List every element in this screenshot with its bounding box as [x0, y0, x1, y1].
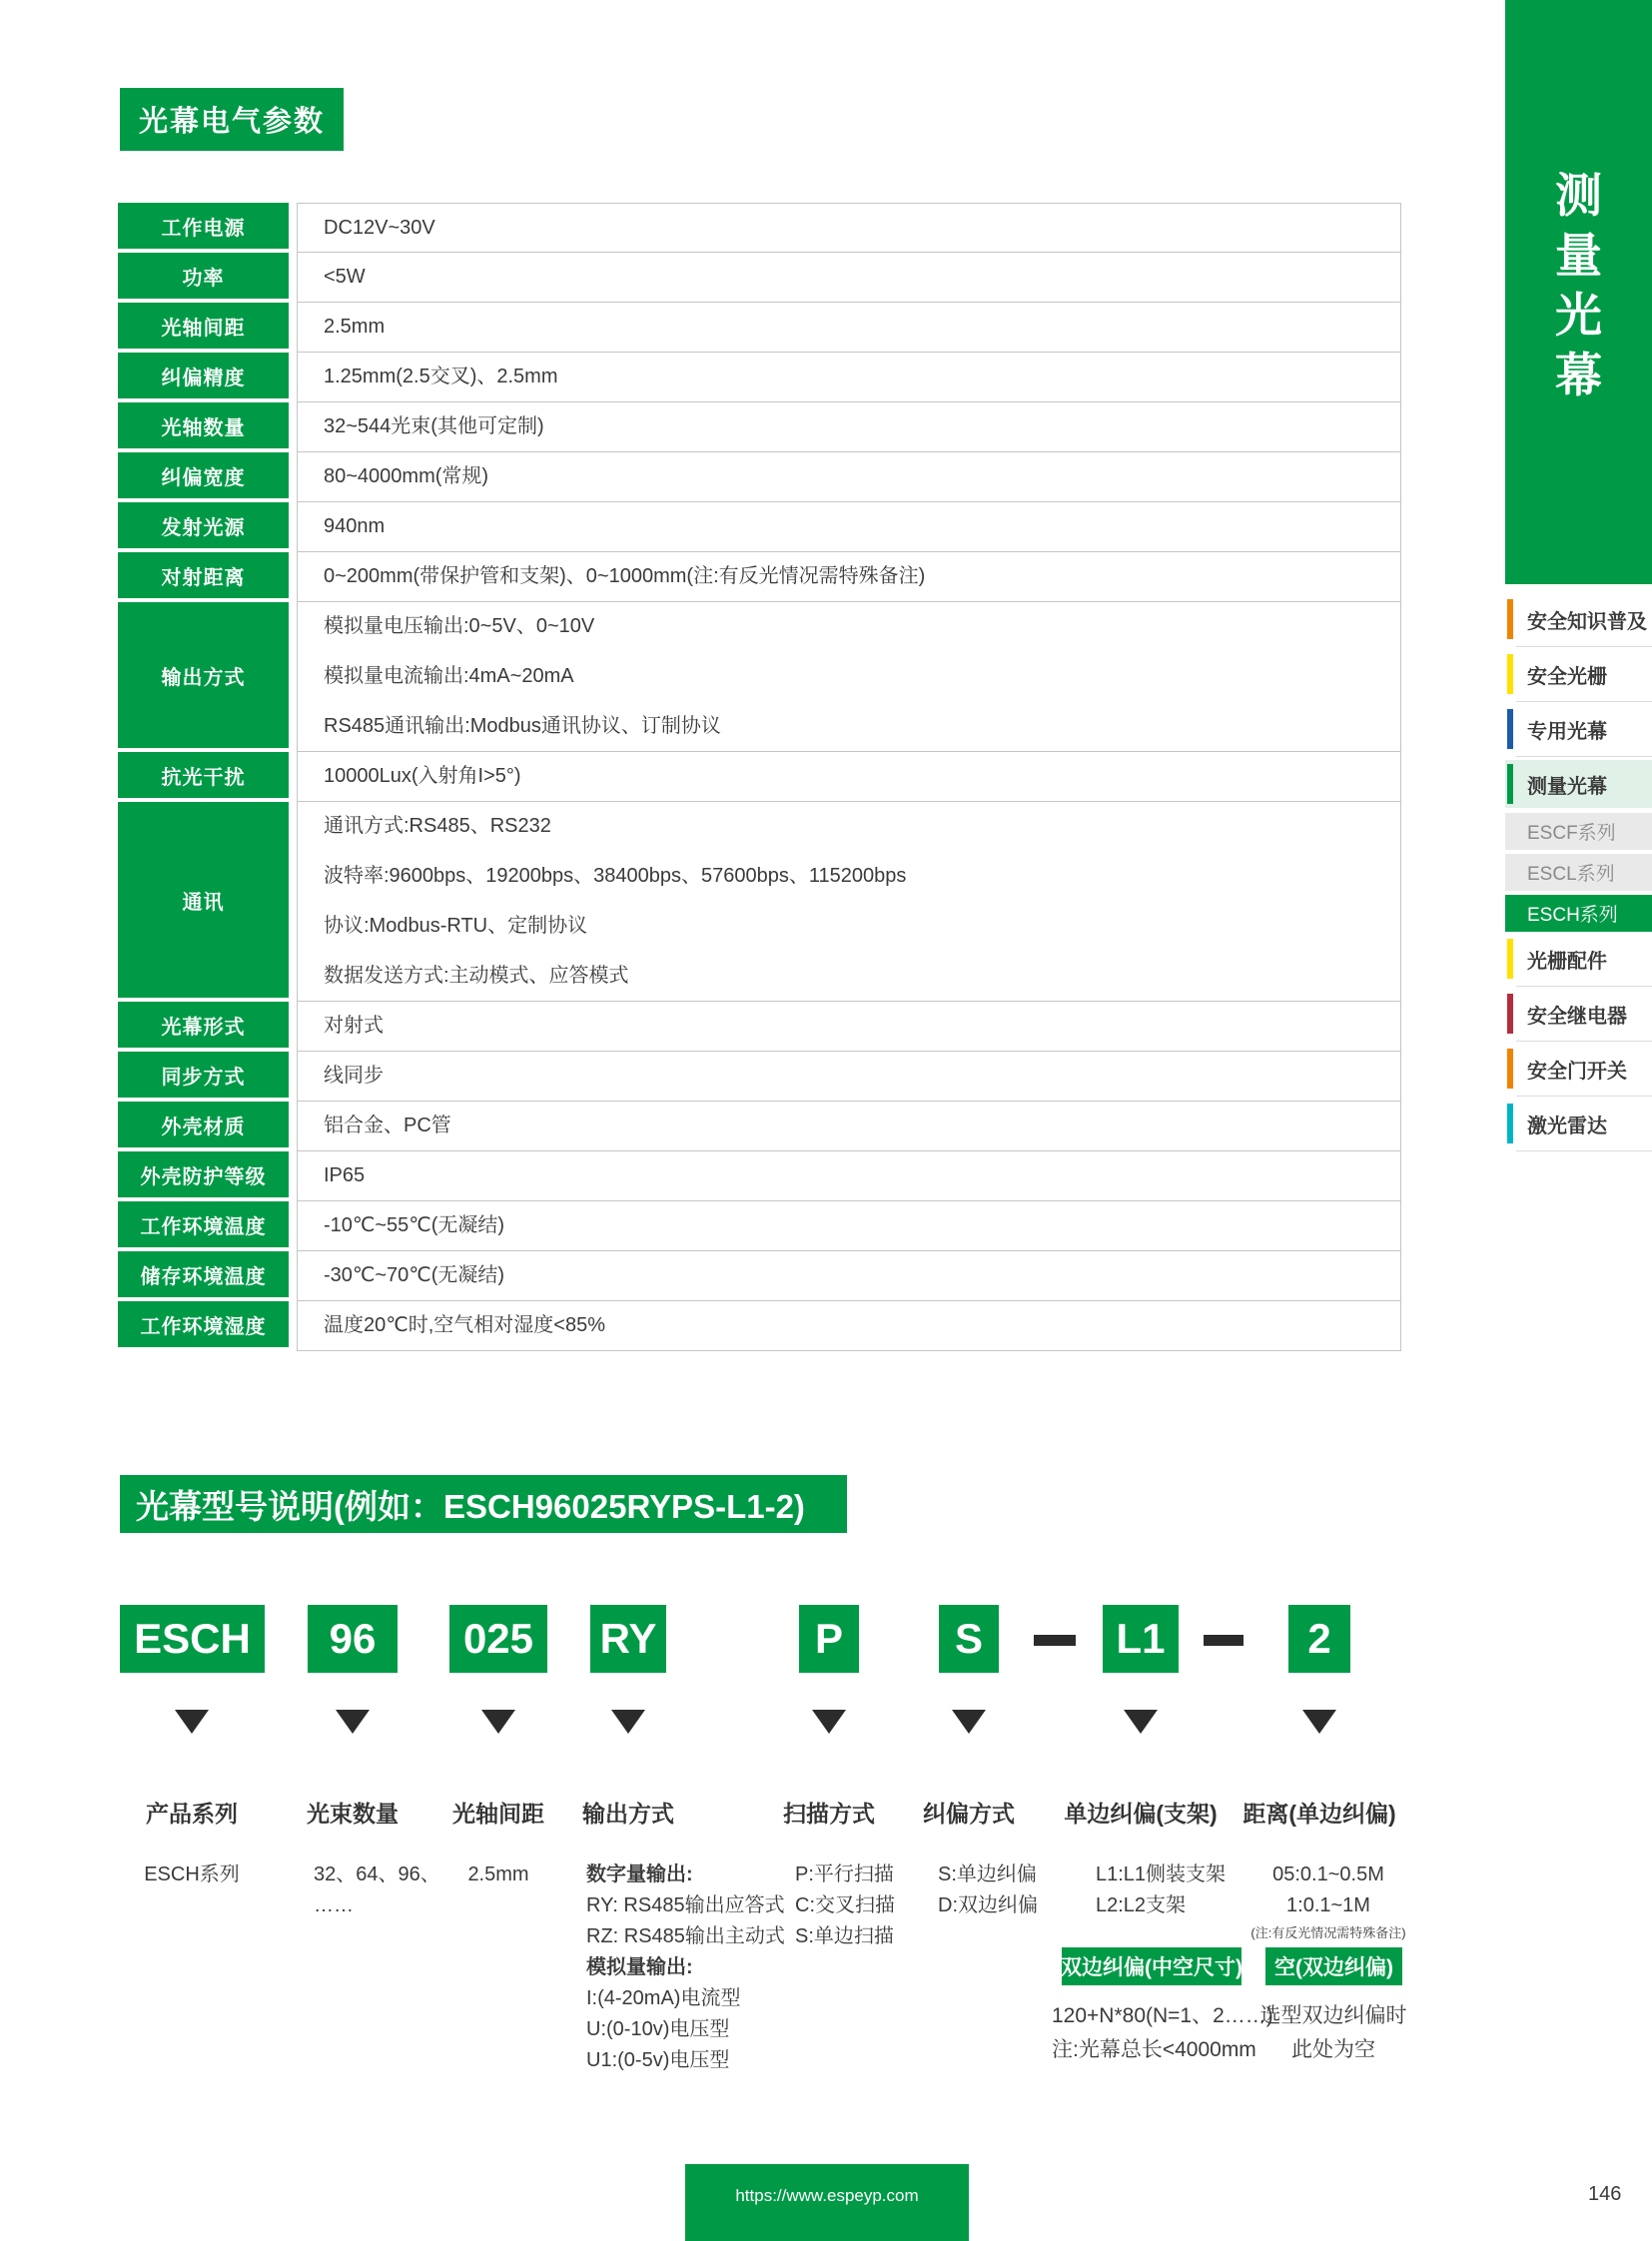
model-column-desc: [314, 1860, 443, 1921]
spec-value-line: -30℃~70℃(无凝结): [324, 1264, 505, 1286]
sidebar-item-label: 安全继电器: [1527, 1005, 1627, 1028]
spec-value-line: 940nm: [324, 515, 386, 537]
spec-value-line: 10000Lux(入射角I>5°): [324, 765, 521, 787]
model-column-label: 输出方式: [582, 1801, 674, 1827]
spec-row-label: 功率: [118, 253, 289, 303]
sidebar-item[interactable]: [1505, 990, 1652, 1038]
arrow-down-icon: [175, 1710, 209, 1734]
spec-row-value: [297, 1251, 1401, 1301]
spec-row: [118, 802, 1401, 1002]
model-desc-line: P:平行扫描: [795, 1864, 894, 1885]
model-desc-line: C:交叉扫描: [795, 1894, 895, 1916]
spec-row: [118, 1251, 1401, 1301]
spec-row-value: [297, 402, 1401, 452]
spec-value-line: 协议:Modbus-RTU、定制协议: [324, 914, 588, 937]
model-column-label: 产品系列: [146, 1801, 238, 1827]
sidebar-item[interactable]: [1505, 813, 1652, 850]
spec-row-value: [297, 602, 1401, 752]
model-desc-line: D:双边纠偏: [938, 1894, 1038, 1916]
section-title-electrical-params: 光幕电气参数: [120, 88, 344, 151]
spec-row-label: 工作电源: [118, 203, 289, 253]
model-column-desc: [112, 1860, 272, 1890]
section-title-model-explanation: 光幕型号说明(例如：ESCH96025RYPS-L1-2): [120, 1475, 847, 1533]
sidebar-item-label: 光栅配件: [1527, 950, 1607, 973]
menu-separator: [1516, 701, 1652, 702]
model-desc-line: U1:(0-5v)电压型: [586, 2049, 730, 2071]
arrow-down-icon: [336, 1710, 370, 1734]
sidebar-item-label: 安全知识普及: [1527, 610, 1647, 633]
model-desc-line: 2.5mm: [467, 1864, 529, 1885]
spec-value-line: 1.25mm(2.5交叉)、2.5mm: [324, 366, 558, 387]
spec-row: [118, 1151, 1401, 1201]
spec-value-line: 2.5mm: [324, 316, 386, 338]
spec-row: [118, 1201, 1401, 1251]
spec-row-label: 外壳防护等级: [118, 1151, 289, 1201]
model-desc-line: U:(0-10v)电压型: [586, 2018, 730, 2040]
spec-row-label: 对射距离: [118, 552, 289, 602]
spec-row-value: [297, 303, 1401, 353]
sidebar-tab-char: 测: [1555, 169, 1602, 222]
spec-row-label: 同步方式: [118, 1052, 289, 1102]
spec-row: [118, 1301, 1401, 1351]
model-column-desc: [1096, 1860, 1245, 1921]
sidebar-tab-char: 量: [1555, 229, 1602, 282]
sidebar-item-label: 激光雷达: [1527, 1115, 1607, 1137]
sidebar-item-label: ESCH系列: [1527, 905, 1618, 926]
model-column-desc: [586, 1860, 796, 2076]
sidebar-tab-char: 幕: [1555, 349, 1602, 401]
page-number: 146: [1588, 2183, 1622, 2205]
spec-row: [118, 752, 1401, 802]
model-badge-desc-line: 注:光幕总长<4000mm: [1052, 2038, 1256, 2061]
spec-row: [118, 452, 1401, 502]
model-code-box: L1: [1103, 1605, 1179, 1673]
spec-value-line: -10℃~55℃(无凝结): [324, 1214, 505, 1236]
model-code-box: S: [939, 1605, 999, 1673]
spec-row-value: [297, 203, 1401, 253]
sidebar-item-label: 安全光栅: [1527, 665, 1607, 688]
arrow-down-icon: [611, 1710, 645, 1734]
sidebar-item-label: 安全门开关: [1527, 1060, 1627, 1083]
spec-value-line: 波特率:9600bps、19200bps、38400bps、57600bps、115200bps: [324, 865, 907, 888]
model-badge: 双边纠偏(中空尺寸): [1062, 1947, 1241, 1985]
menu-separator: [1516, 756, 1652, 757]
spec-value-line: 数据发送方式:主动模式、应答模式: [324, 964, 629, 987]
spec-row-label: 纠偏精度: [118, 353, 289, 402]
sidebar-item[interactable]: [1505, 1100, 1652, 1147]
spec-row-label: 纠偏宽度: [118, 452, 289, 502]
spec-value-line: 通讯方式:RS485、RS232: [324, 815, 551, 838]
spec-row-label: 光轴数量: [118, 402, 289, 452]
menu-separator: [1516, 1150, 1652, 1151]
model-desc-line: (注:有反光情况需特殊备注): [1250, 1925, 1406, 1940]
menu-separator: [1516, 986, 1652, 987]
model-code-box: P: [799, 1605, 859, 1673]
spec-row-value: [297, 1301, 1401, 1351]
spec-row: [118, 1102, 1401, 1151]
model-column-label: 单边纠偏(支架): [1064, 1801, 1218, 1827]
sidebar-item-label: ESCF系列: [1527, 823, 1616, 844]
model-desc-line: 1:0.1~1M: [1286, 1894, 1370, 1916]
model-dash-separator: [1204, 1635, 1243, 1646]
spec-value-line: RS485通讯输出:Modbus通讯协议、订制协议: [324, 714, 721, 737]
spec-row-value: [297, 1102, 1401, 1151]
spec-value-line: 80~4000mm(常规): [324, 465, 489, 487]
model-desc-line: ESCH系列: [144, 1864, 240, 1885]
model-desc-line: 05:0.1~0.5M: [1272, 1864, 1384, 1885]
footer-url-button[interactable]: [685, 2164, 969, 2241]
sidebar-tab-char: 光: [1555, 289, 1602, 342]
model-desc-line: L1:L1侧装支架: [1096, 1864, 1227, 1885]
spec-value-line: 32~544光束(其他可定制): [324, 415, 544, 437]
spec-row-label: 通讯: [118, 802, 289, 1002]
model-desc-line: S:单边纠偏: [938, 1864, 1037, 1885]
model-column-label: 光轴间距: [452, 1801, 544, 1827]
model-dash-separator: [1034, 1635, 1076, 1646]
model-badge: 空(双边纠偏): [1265, 1947, 1402, 1985]
spec-row-label: 发射光源: [118, 502, 289, 552]
arrow-down-icon: [481, 1710, 515, 1734]
spec-row-label: 工作环境湿度: [118, 1301, 289, 1351]
category-color-bar: [1507, 709, 1513, 749]
spec-value-line: DC12V~30V: [324, 216, 435, 239]
model-desc-line: RZ: RS485输出主动式: [586, 1925, 785, 1947]
arrow-down-icon: [1302, 1710, 1336, 1734]
model-column-desc: [448, 1860, 548, 1890]
menu-separator: [1516, 1041, 1652, 1042]
category-color-bar: [1507, 939, 1513, 979]
spec-row: [118, 1002, 1401, 1052]
spec-value-line: 温度20℃时,空气相对湿度<85%: [324, 1314, 605, 1336]
arrow-down-icon: [812, 1710, 846, 1734]
spec-row: [118, 402, 1401, 452]
spec-row: [118, 602, 1401, 752]
sidebar-item[interactable]: [1505, 760, 1652, 808]
model-column-label: 距离(单边纠偏): [1242, 1801, 1396, 1827]
spec-row-value: [297, 353, 1401, 402]
spec-table: [118, 203, 1401, 1351]
sidebar-category-tab: [1505, 0, 1652, 584]
model-badge-desc-line: 120+N*80(N=1、2……): [1052, 2004, 1273, 2027]
model-desc-line: 模拟量输出:: [586, 1956, 693, 1978]
model-code-box: RY: [590, 1605, 666, 1673]
sidebar-item[interactable]: [1505, 1045, 1652, 1093]
sidebar-item-label: 测量光幕: [1527, 775, 1607, 798]
spec-row-label: 储存环境温度: [118, 1251, 289, 1301]
sidebar-item-label: 专用光幕: [1527, 720, 1607, 743]
sidebar-item[interactable]: [1505, 895, 1652, 932]
model-code-box: 025: [449, 1605, 547, 1673]
category-color-bar: [1507, 599, 1513, 639]
spec-row-label: 光幕形式: [118, 1002, 289, 1052]
model-desc-line: S:单边扫描: [795, 1925, 894, 1947]
model-code-box: ESCH: [120, 1605, 265, 1673]
spec-row: [118, 552, 1401, 602]
spec-row-value: [297, 1002, 1401, 1052]
menu-separator: [1516, 646, 1652, 647]
spec-row-value: [297, 1151, 1401, 1201]
model-code-box: 2: [1288, 1605, 1350, 1673]
model-column-label: 光束数量: [307, 1801, 399, 1827]
sidebar-item[interactable]: [1505, 854, 1652, 891]
footer-url-label: https://www.espeyp.com: [735, 2186, 919, 2205]
spec-row-value: [297, 1052, 1401, 1102]
arrow-down-icon: [952, 1710, 986, 1734]
arrow-down-icon: [1124, 1710, 1158, 1734]
model-desc-line: I:(4-20mA)电流型: [586, 1987, 741, 2009]
category-color-bar: [1507, 1049, 1513, 1089]
model-desc-line: 数字量输出:: [586, 1864, 693, 1885]
spec-row-value: [297, 253, 1401, 303]
spec-value-line: <5W: [324, 266, 366, 288]
spec-row: [118, 303, 1401, 353]
model-column-label: 扫描方式: [783, 1801, 875, 1827]
model-column-label: 纠偏方式: [923, 1801, 1015, 1827]
spec-row-value: [297, 1201, 1401, 1251]
spec-row-value: [297, 452, 1401, 502]
category-color-bar: [1507, 654, 1513, 694]
spec-value-line: 模拟量电压输出:0~5V、0~10V: [324, 615, 595, 638]
model-badge-desc-line: 选型双边纠偏时: [1259, 2004, 1407, 2027]
model-badge-desc: [1052, 1999, 1273, 2067]
spec-value-line: 线同步: [324, 1065, 384, 1087]
model-desc-line: ……: [314, 1894, 354, 1916]
sidebar-item[interactable]: [1505, 935, 1652, 983]
spec-value-line: 对射式: [324, 1015, 384, 1037]
spec-row-value: [297, 802, 1401, 1002]
spec-value-line: 模拟量电流输出:4mA~20mA: [324, 664, 574, 687]
sidebar: [1505, 0, 1652, 2241]
spec-value-line: IP65: [324, 1164, 366, 1186]
sidebar-item[interactable]: [1505, 650, 1652, 698]
spec-row-label: 外壳材质: [118, 1102, 289, 1151]
model-desc-line: L2:L2支架: [1096, 1894, 1187, 1916]
spec-value-line: 0~200mm(带保护管和支架)、0~1000mm(注:有反光情况需特殊备注): [324, 565, 926, 587]
model-column-desc: [1243, 1860, 1413, 1945]
model-desc-line: RY: RS485输出应答式: [586, 1894, 785, 1916]
sidebar-item[interactable]: [1505, 595, 1652, 643]
spec-row-label: 光轴间距: [118, 303, 289, 353]
model-badge-desc-line: 此处为空: [1291, 2038, 1375, 2061]
model-column-desc: [938, 1860, 1078, 1921]
model-badge-desc: [1239, 1999, 1428, 2067]
category-color-bar: [1507, 764, 1513, 804]
spec-row: [118, 353, 1401, 402]
model-code-box: 96: [308, 1605, 398, 1673]
spec-row-label: 输出方式: [118, 602, 289, 752]
spec-row-label: 抗光干扰: [118, 752, 289, 802]
spec-row-value: [297, 552, 1401, 602]
spec-row: [118, 502, 1401, 552]
spec-row: [118, 253, 1401, 303]
category-color-bar: [1507, 994, 1513, 1034]
menu-separator: [1516, 1096, 1652, 1097]
spec-row-label: 工作环境温度: [118, 1201, 289, 1251]
model-desc-line: 32、64、96、: [314, 1864, 440, 1885]
sidebar-item-label: ESCL系列: [1527, 864, 1615, 885]
spec-row-value: [297, 752, 1401, 802]
model-column-desc: [795, 1860, 935, 1952]
category-color-bar: [1507, 1104, 1513, 1143]
spec-value-line: 铝合金、PC管: [324, 1115, 451, 1136]
spec-row: [118, 203, 1401, 253]
sidebar-item[interactable]: [1505, 705, 1652, 753]
spec-row-value: [297, 502, 1401, 552]
spec-row: [118, 1052, 1401, 1102]
